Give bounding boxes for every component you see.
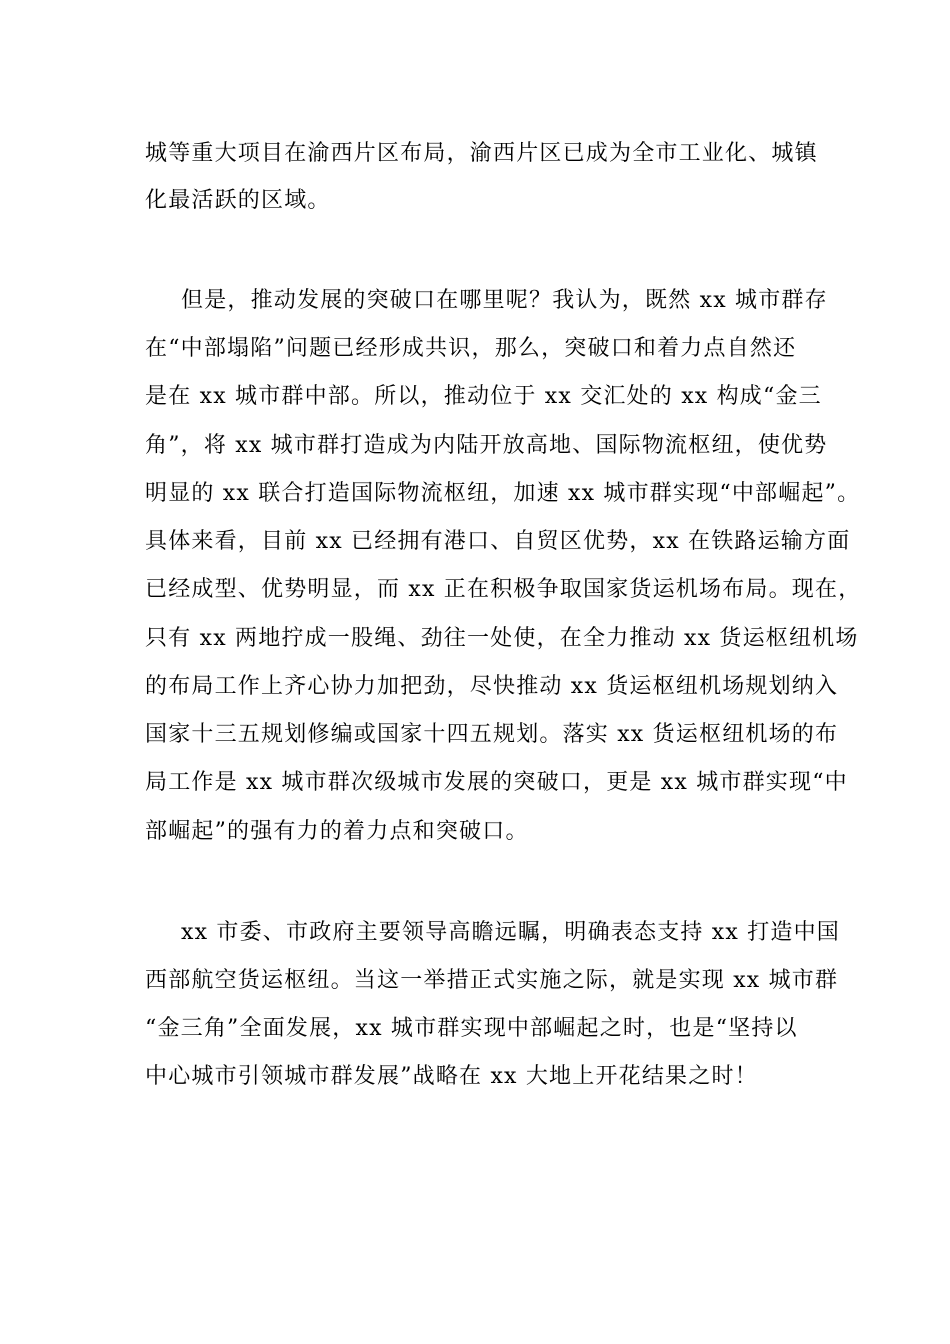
text-line: 城等重大项目在渝西片区布局，渝西片区已成为全市工业化、城镇	[145, 141, 818, 166]
text-line: 部崛起”的强有力的着力点和突破口。	[145, 819, 529, 844]
text-line: 在“中部塌陷”问题已经形成共识，那么，突破口和着力点自然还	[145, 336, 797, 361]
text-line: 只有 xx 两地拧成一股绳、劲往一处使，在全力推动 xx 货运枢纽机场	[145, 626, 859, 651]
text-line: 角”，将 xx 城市群打造成为内陆开放高地、国际物流枢纽，使优势	[145, 433, 828, 458]
text-line: 西部航空货运枢纽。当这一举措正式实施之际，就是实现 xx 城市群	[145, 968, 839, 993]
text-line: 但是，推动发展的突破口在哪里呢？我认为，既然 xx 城市群存	[181, 288, 828, 313]
text-line: 局工作是 xx 城市群次级城市发展的突破口，更是 xx 城市群实现“中	[145, 770, 848, 795]
text-line: 化最活跃的区域。	[145, 188, 331, 213]
text-line: 国家十三五规划修编或国家十四五规划。落实 xx 货运枢纽机场的布	[145, 722, 839, 747]
text-line: “金三角”全面发展，xx 城市群实现中部崛起之时，也是“坚持以	[145, 1016, 798, 1041]
text-line: 具体来看，目前 xx 已经拥有港口、自贸区优势，xx 在铁路运输方面	[145, 529, 851, 554]
text-line: 的布局工作上齐心协力加把劲，尽快推动 xx 货运枢纽机场规划纳入	[145, 674, 839, 699]
text-line: xx 市委、市政府主要领导高瞻远瞩，明确表态支持 xx 打造中国	[181, 920, 841, 945]
text-line: 明显的 xx 联合打造国际物流枢纽，加速 xx 城市群实现“中部崛起”。	[145, 481, 861, 506]
text-line: 已经成型、优势明显，而 xx 正在积极争取国家货运机场布局。现在，	[145, 577, 862, 602]
text-line: 是在 xx 城市群中部。所以，推动位于 xx 交汇处的 xx 构成“金三	[145, 384, 822, 409]
text-line: 中心城市引领城市群发展”战略在 xx 大地上开花结果之时！	[145, 1064, 758, 1089]
